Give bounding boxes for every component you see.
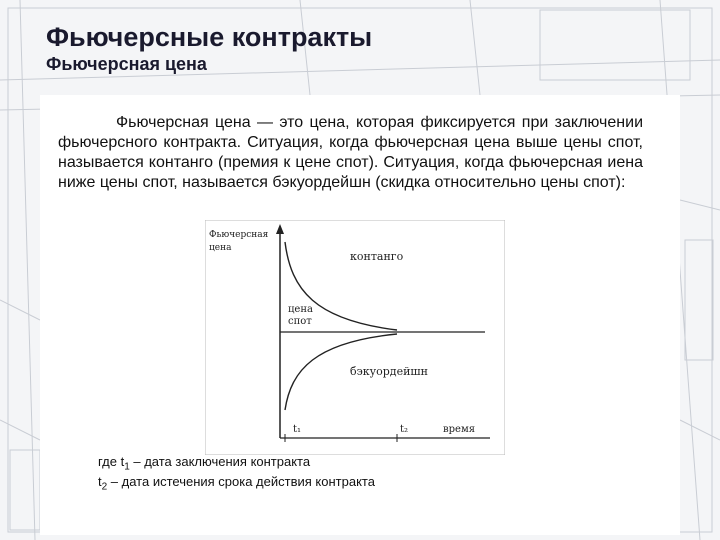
diagram-svg: [205, 220, 505, 455]
contango-label: контанго: [350, 250, 404, 263]
slide-subtitle: Фьючерсная цена: [46, 54, 207, 74]
definition-paragraph: Фьючерсная цена — это цена, которая фиксируется при заключении фьючерсного контракта. Ситуация, когда фьючерсная цена выше цены спот, называется контанго (премия к цене спот). Ситуация, когда фьючерсная иена ниже цены спот, называется бэкуордейшн (скидка относительно цены спот):: [58, 114, 643, 191]
legend: [98, 452, 498, 492]
backwardation-label: бэкуордейшн: [350, 365, 428, 378]
y-axis-label-line1: Фьючерсная: [209, 230, 269, 240]
futures-price-diagram: [205, 220, 505, 455]
content-panel: [40, 95, 680, 535]
x-axis-label: время: [443, 424, 476, 435]
y-axis-label-line2: цена: [209, 243, 232, 253]
spot-label-line2: спот: [288, 316, 312, 327]
legend-t2-text: – дата истечения срока действия контракта: [107, 474, 375, 489]
legend-t2-sub: 2: [101, 481, 108, 493]
legend-line-t1: [98, 452, 498, 472]
slide-title: Фьючерсные контракты: [46, 22, 373, 52]
legend-t1-sub: 1: [124, 461, 130, 473]
legend-t1-text: – дата заключения контракта: [129, 454, 311, 469]
t1-label: t₁: [293, 424, 302, 435]
t2-label: t₂: [400, 424, 409, 435]
spot-label-line1: цена: [288, 304, 313, 315]
legend-line-t2: [98, 472, 498, 492]
legend-t2-prefix: t: [98, 474, 102, 489]
legend-t1-prefix: где t: [98, 454, 125, 469]
